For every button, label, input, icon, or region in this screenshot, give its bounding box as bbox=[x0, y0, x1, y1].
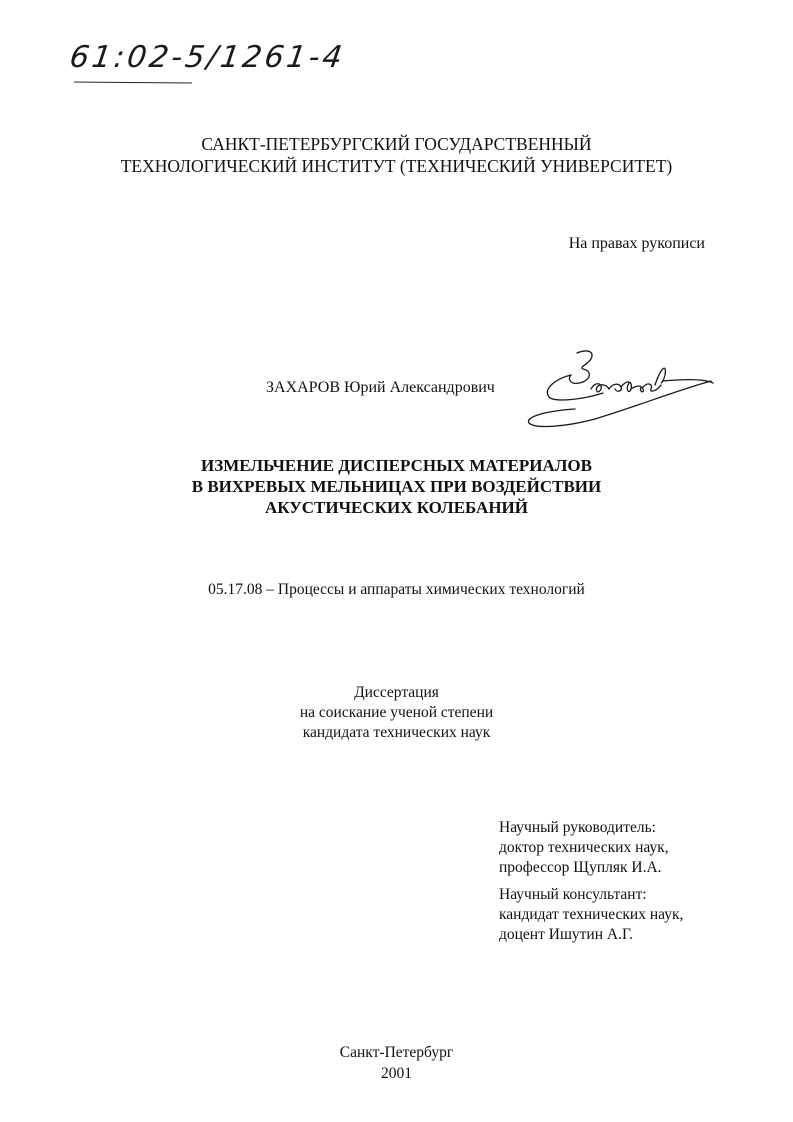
year: 2001 bbox=[381, 1065, 412, 1082]
title-line-2: В ВИХРЕВЫХ МЕЛЬНИЦАХ ПРИ ВОЗДЕЙСТВИИ bbox=[191, 477, 602, 496]
title-line-1: ИЗМЕЛЬЧЕНИЕ ДИСПЕРСНЫХ МАТЕРИАЛОВ bbox=[201, 456, 592, 475]
title-line-3: АКУСТИЧЕСКИХ КОЛЕБАНИЙ bbox=[265, 498, 528, 517]
archive-number-mark bbox=[72, 80, 422, 84]
institute-line-1: САНКТ-ПЕТЕРБУРГСКИЙ ГОСУДАРСТВЕННЫЙ bbox=[201, 134, 592, 154]
consultant-label: Научный консультант: bbox=[499, 886, 647, 903]
degree-line-1: Диссертация bbox=[354, 684, 439, 701]
author-signature bbox=[515, 345, 715, 440]
dissertation-title bbox=[0, 455, 793, 518]
degree-statement bbox=[0, 683, 793, 743]
specialty-code: 05.17.08 – Процессы и аппараты химических технологий bbox=[208, 581, 585, 598]
consultant-degree: кандидат технических наук, bbox=[499, 906, 684, 923]
manuscript-rights-note: На правах рукописи bbox=[568, 235, 705, 252]
degree-line-2: на соискание ученой степени bbox=[299, 704, 494, 721]
institute-name bbox=[0, 133, 793, 177]
archive-number: 61:02-5/1261-4 bbox=[67, 40, 348, 75]
place-and-year bbox=[0, 1042, 793, 1084]
author-name: ЗАХАРОВ Юрий Александрович bbox=[266, 379, 495, 396]
supervisor-name: профессор Щупляк И.А. bbox=[499, 859, 662, 876]
supervisor-label: Научный руководитель: bbox=[499, 819, 656, 836]
supervisor-degree: доктор технических наук, bbox=[499, 839, 669, 856]
institute-line-2: ТЕХНОЛОГИЧЕСКИЙ ИНСТИТУТ (ТЕХНИЧЕСКИЙ УНИВЕРСИТЕТ) bbox=[120, 156, 673, 176]
city: Санкт-Петербург bbox=[339, 1044, 454, 1061]
advisors-block bbox=[499, 818, 683, 945]
consultant-name: доцент Ишутин А.Г. bbox=[499, 926, 634, 943]
degree-line-3: кандидата технических наук bbox=[302, 724, 491, 741]
